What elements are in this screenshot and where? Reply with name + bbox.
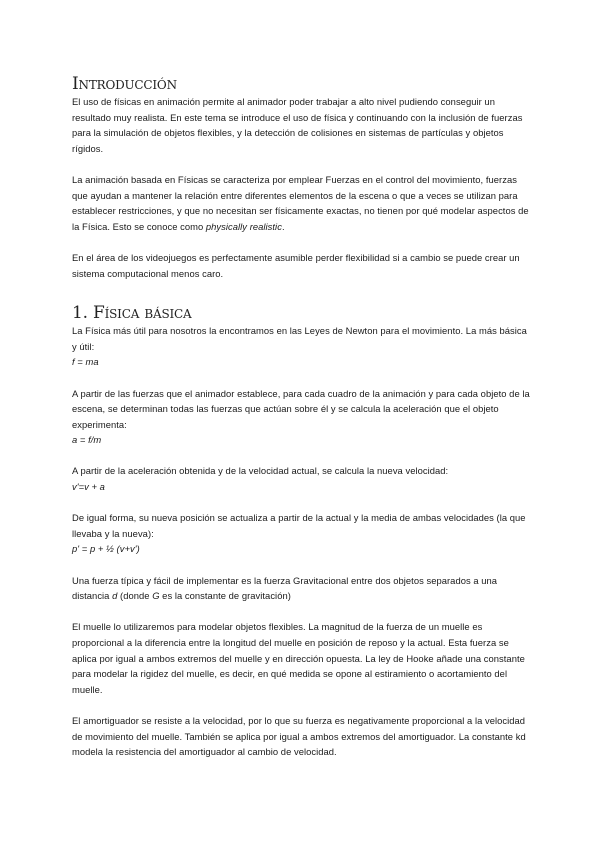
text-run: . xyxy=(281,220,285,232)
paragraph: En el área de los videojuegos es perfectamente asumible perder flexibilidad si a cambio se puede crear un sistema computacional menos caro. xyxy=(72,251,520,279)
text-run: es la constante de gravitación) xyxy=(159,590,291,602)
paragraph: La Física más útil para nosotros la encontramos en las Leyes de Newton para el movimiento. La más básica y útil: xyxy=(72,325,527,352)
paragraph xyxy=(72,172,530,234)
paragraph: A partir de las fuerzas que el animador establece, para cada cuadro de la animación y para cada objeto de la escena, se determinan todas las fuerzas que actúan sobre él y se calcula la aceleración que el objeto experimenta: xyxy=(72,387,530,430)
text-run: La animación basada en Físicas se caracteriza por emplear Fuerzas en el control del movimiento, fuerzas que ayudan a mantener la relación entre diferentes elementos de la escena o que a veces se utilizan para establecer restricciones, y que no necesitan ser físicamente exactas, no tienen por qué modelar aspectos de la Física. Esto se conoce como xyxy=(72,173,529,232)
formula: f = ma xyxy=(72,356,99,368)
text-run: (donde xyxy=(117,590,153,602)
formula: v'=v + a xyxy=(72,481,105,493)
formula: a = f/m xyxy=(72,434,102,446)
emphasis-text: d xyxy=(112,590,118,602)
emphasis-text: physically realistic xyxy=(205,220,282,232)
paragraph: El uso de físicas en animación permite al animador poder trabajar a alto nivel pudiendo conseguir un resultado muy realista. En este tema se introduce el uso de física y continuando con la inclusión de fuerzas para la simulación de objetos flexibles, y la detección de colisiones en sistemas de partículas y objetos rígidos. xyxy=(72,96,523,154)
paragraph: El muelle lo utilizaremos para modelar objetos flexibles. La magnitud de la fuerza de un muelle es proporcional a la diferencia entre la longitud del muelle en posición de reposo y la actual. Esta fuerza se aplica por igual a ambos extremos del muelle y en dirección opuesta. La ley de Hooke añade una constante para modelar la rigidez del muelle, es decir, en qué medida se opone al estiramiento o acortamiento del muelle. xyxy=(72,621,525,695)
section-title-fisica-basica: 1. Física básica xyxy=(72,303,192,324)
paragraph: De igual forma, su nueva posición se actualiza a partir de la actual y la media de ambas velocidades (la que llevaba y la nueva): xyxy=(72,512,526,539)
formula: p' = p + ½ (v+v') xyxy=(72,543,140,555)
section-title-introduccion: Introducción xyxy=(72,74,177,94)
paragraph: A partir de la aceleración obtenida y de la velocidad actual, se calcula la nueva velocidad: xyxy=(72,465,449,477)
document-body xyxy=(72,74,530,760)
paragraph xyxy=(72,573,530,604)
paragraph: El amortiguador se resiste a la velocidad, por lo que su fuerza es negativamente proporcional a la velocidad de movimiento del muelle. También se aplica por igual a ambos extremos del amortiguador. La constante kd modela la resistencia del amortiguador al cambio de velocidad. xyxy=(72,714,526,758)
emphasis-text: G xyxy=(152,590,160,602)
text-run: Una fuerza típica y fácil de implementar es la fuerza Gravitacional entre dos objetos separados a una distancia xyxy=(72,574,498,602)
